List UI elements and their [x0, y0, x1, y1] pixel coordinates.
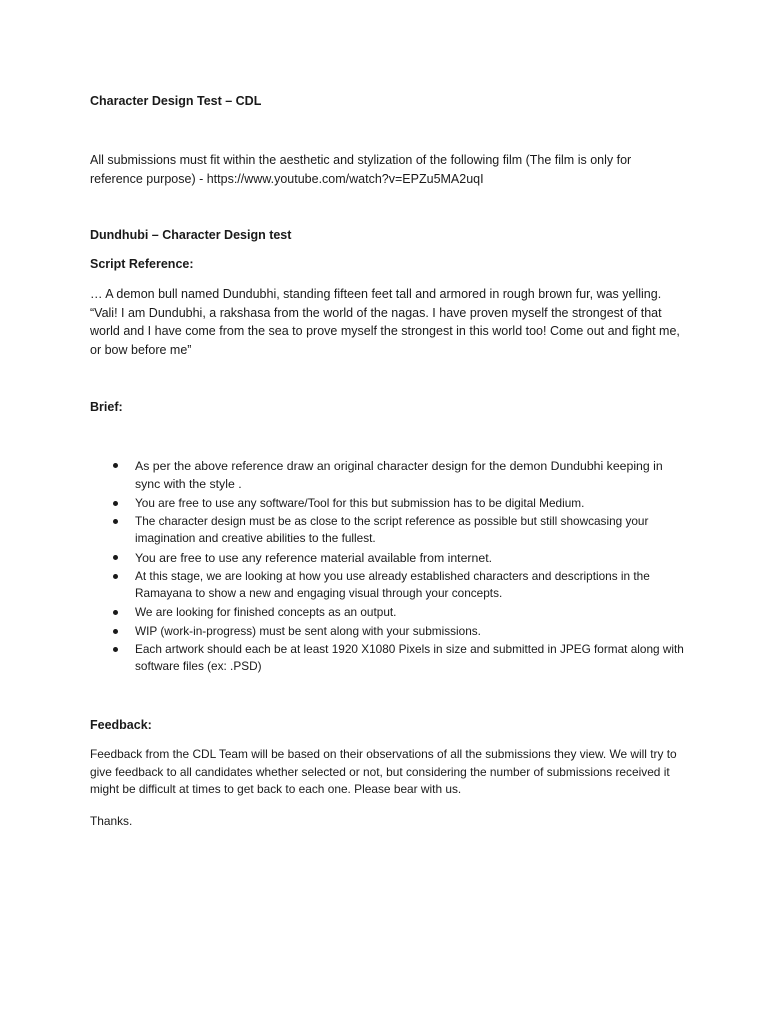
bullet-icon [113, 519, 118, 524]
script-reference-text: … A demon bull named Dundubhi, standing fifteen feet tall and armored in rough brown fur, was yelling. “Vali! I am Dundubhi, a rakshasa from the world of the nagas. I have proven myself the strongest of that world and I have come from the sea to prove myself the strongest in this world too! Come out and fight me, or bow before me” [90, 287, 680, 357]
list-item [90, 568, 690, 602]
document-title: Character Design Test – CDL [90, 94, 262, 108]
bullet-icon [113, 574, 118, 579]
list-item [90, 495, 690, 512]
bullet-icon [113, 501, 118, 506]
section-heading: Dundhubi – Character Design test [90, 228, 292, 242]
list-item-text: You are free to use any reference material available from internet. [135, 550, 493, 565]
list-item-text: You are free to use any software/Tool for this but submission has to be digital Medium. [135, 495, 585, 510]
list-item [90, 641, 690, 675]
list-item-text: As per the above reference draw an original character design for the demon Dundubhi keeping in sync with the style . [135, 459, 663, 491]
bullet-icon [113, 555, 118, 560]
script-reference-heading: Script Reference: [90, 257, 194, 271]
list-item [90, 457, 690, 493]
list-item [90, 604, 690, 621]
feedback-paragraph: Feedback from the CDL Team will be based on their observations of all the submissions they view. We will try to give feedback to all candidates whether selected or not, but considering the number of submissions received it might be difficult at times to get back to each one. Please bear with us. [90, 747, 677, 796]
bullet-icon [113, 463, 118, 468]
list-item-text: The character design must be as close to the script reference as possible but still showcasing your imagination and creative abilities to the fullest. [135, 514, 649, 546]
bullet-icon [113, 629, 118, 634]
brief-heading: Brief: [90, 400, 123, 414]
bullet-icon [113, 647, 118, 652]
list-item [90, 623, 690, 640]
intro-paragraph: All submissions must fit within the aesthetic and stylization of the following film (The film is only for reference purpose) - https://www.youtube.com/watch?v=EPZu5MA2uqI [90, 153, 632, 186]
list-item [90, 513, 690, 547]
list-item-text: WIP (work-in-progress) must be sent along with your submissions. [135, 623, 481, 638]
list-item-text: We are looking for finished concepts as an output. [135, 604, 397, 619]
brief-list [90, 457, 690, 677]
list-item-text: At this stage, we are looking at how you use already established characters and descriptions in the Ramayana to show a new and engaging visual through your concepts. [135, 569, 650, 601]
bullet-icon [113, 610, 118, 615]
closing-text: Thanks. [90, 814, 133, 828]
list-item [90, 549, 690, 567]
feedback-heading: Feedback: [90, 718, 152, 732]
list-item-text: Each artwork should each be at least 1920 X1080 Pixels in size and submitted in JPEG format along with software files (ex: .PSD) [135, 642, 684, 674]
